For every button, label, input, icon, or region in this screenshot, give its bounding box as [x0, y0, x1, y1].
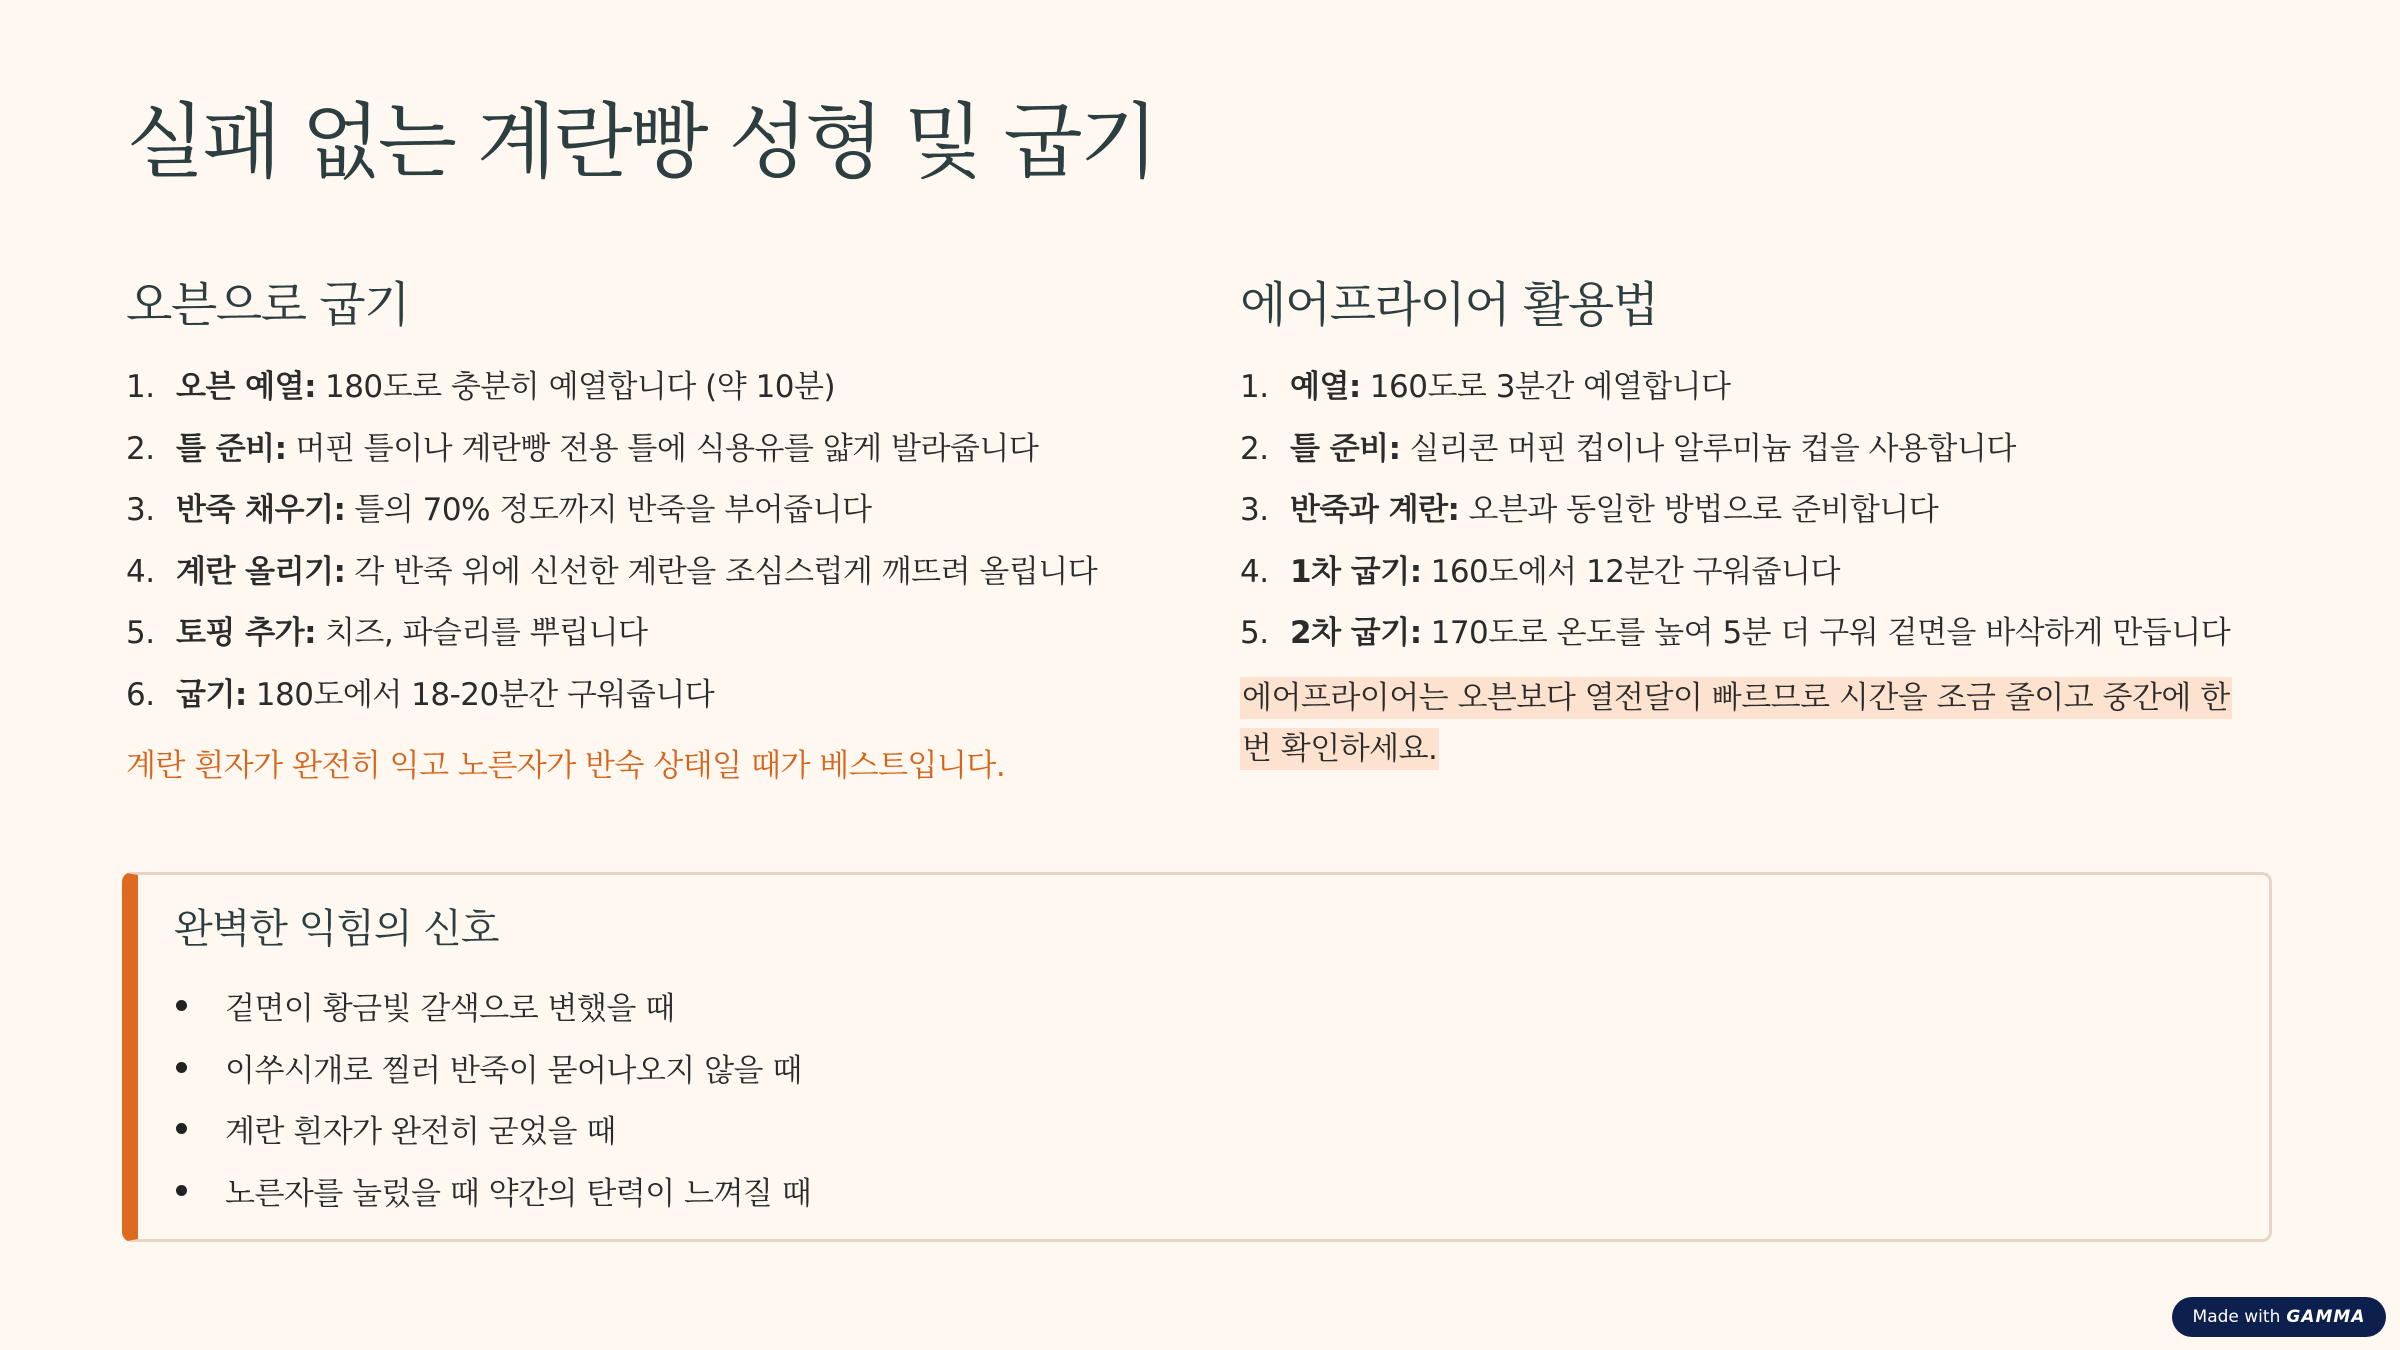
list-item: 1. 예열: 160도로 3분간 예열합니다 — [1240, 369, 1731, 405]
gamma-logo: GAMMA — [2286, 1307, 2366, 1327]
bullet-icon — [176, 1123, 187, 1134]
list-item: 3. 반죽 채우기: 틀의 70% 정도까지 반죽을 부어줍니다 — [126, 492, 872, 528]
airfryer-tip-text: 에어프라이어는 오븐보다 열전달이 빠르므로 시간을 조금 줄이고 중간에 한 번 확인하세요. — [1240, 677, 2232, 770]
signals-heading: 완벽한 익힘의 신호 — [174, 906, 499, 952]
page-title: 실패 없는 계란빵 성형 및 굽기 — [126, 95, 1156, 190]
list-item: 계란 흰자가 완전히 굳었을 때 — [174, 1098, 811, 1160]
oven-section — [126, 275, 1186, 788]
bullet-icon — [176, 1000, 187, 1011]
oven-steps-list — [126, 365, 1186, 734]
airfryer-section — [1240, 275, 2260, 775]
airfryer-steps-list — [1240, 365, 2260, 673]
oven-heading: 오븐으로 굽기 — [126, 277, 409, 333]
made-with-gamma-badge[interactable] — [2172, 1297, 2386, 1337]
list-item: 노른자를 눌렀을 때 약간의 탄력이 느껴질 때 — [174, 1160, 811, 1222]
oven-tip: 계란 흰자가 완전히 익고 노른자가 반숙 상태일 때가 베스트입니다. — [126, 748, 1006, 784]
made-with-label: Made with — [2192, 1307, 2281, 1327]
list-item: 2. 틀 준비: 머핀 틀이나 계란빵 전용 틀에 식용유를 얇게 발라줍니다 — [126, 430, 1039, 467]
list-item: 2. 틀 준비: 실리콘 머핀 컵이나 알루미늄 컵을 사용합니다 — [1240, 430, 2016, 467]
list-item: 1. 오븐 예열: 180도로 충분히 예열합니다 (약 10분) — [126, 369, 836, 405]
bullet-icon — [176, 1062, 187, 1073]
list-item: 겉면이 황금빛 갈색으로 변했을 때 — [174, 975, 811, 1037]
bullet-icon — [176, 1185, 187, 1196]
list-item: 4. 1차 굽기: 160도에서 12분간 구워줍니다 — [1240, 553, 1840, 590]
list-item: 5. 2차 굽기: 170도로 온도를 높여 5분 더 구워 겉면을 바삭하게 만듭니다 — [1240, 615, 2231, 651]
doneness-signals-card — [122, 872, 2272, 1242]
list-item: 5. 토핑 추가: 치즈, 파슬리를 뿌립니다 — [126, 615, 648, 651]
airfryer-heading: 에어프라이어 활용법 — [1240, 277, 1658, 333]
signals-list — [174, 975, 811, 1221]
list-item: 이쑤시개로 찔러 반죽이 묻어나오지 않을 때 — [174, 1037, 811, 1099]
airfryer-tip — [1240, 673, 2260, 775]
list-item: 6. 굽기: 180도에서 18-20분간 구워줍니다 — [126, 676, 715, 713]
list-item: 3. 반죽과 계란: 오븐과 동일한 방법으로 준비합니다 — [1240, 492, 1939, 528]
list-item: 4. 계란 올리기: 각 반죽 위에 신선한 계란을 조심스럽게 깨뜨려 올립니다 — [126, 553, 1098, 590]
